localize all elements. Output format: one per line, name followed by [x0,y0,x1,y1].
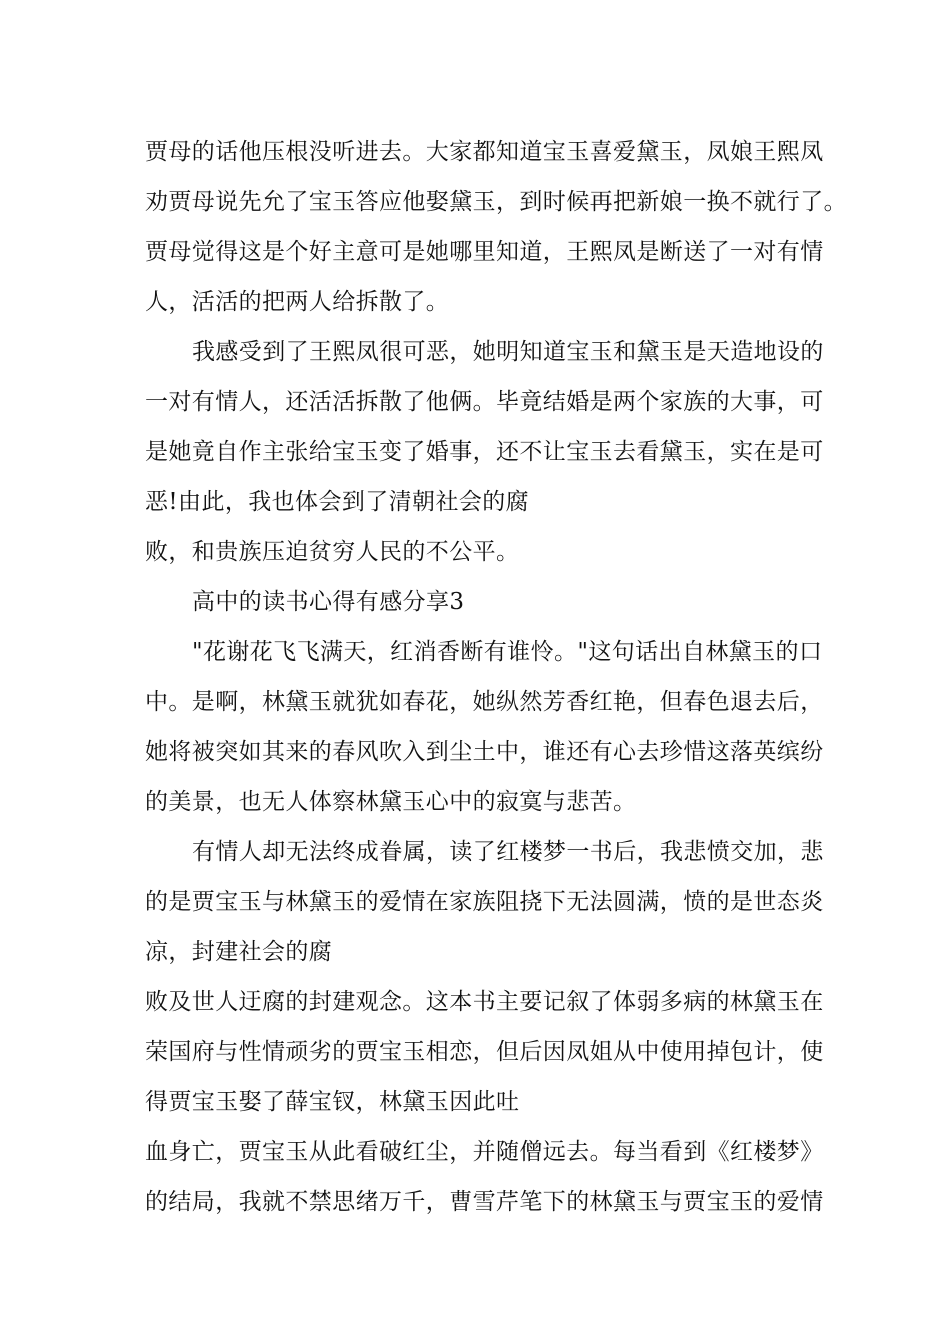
text-line: 人，活活的把两人给拆散了。 [145,289,450,315]
text-line: 劝贾母说先允了宝玉答应他娶黛玉，到时候再把新娘一换不就行了。 [145,189,847,215]
text-line: 一对有情人，还活活拆散了他俩。毕竟结婚是两个家族的大事，可 [145,389,824,415]
text-line: 荣国府与性情顽劣的贾宝玉相恋，但后因凤姐从中使用掉包计，使 [145,1039,824,1065]
text-line: 凉，封建社会的腐 [145,939,333,965]
section-heading: 高中的读书心得有感分享3 [192,589,465,615]
text-line: 败及世人迂腐的封建观念。这本书主要记叙了体弱多病的林黛玉在 [145,989,824,1015]
text-line: 中。是啊，林黛玉就犹如春花，她纵然芳香红艳，但春色退去后， [145,689,824,715]
text-line: 的是贾宝玉与林黛玉的爱情在家族阻挠下无法圆满，愤的是世态炎 [145,889,824,915]
text-line: 的结局，我就不禁思绪万千，曹雪芹笔下的林黛玉与贾宝玉的爱情 [145,1189,824,1215]
text-line: 得贾宝玉娶了薛宝钗，林黛玉因此吐 [145,1089,520,1115]
text-line: 贾母觉得这是个好主意可是她哪里知道，王熙凤是断送了一对有情 [145,239,824,265]
paragraph-first-line: "花谢花飞飞满天，红消香断有谁怜。"这句话出自林黛玉的口 [192,639,823,665]
text-line: 贾母的话他压根没听进去。大家都知道宝玉喜爱黛玉，凤娘王熙凤 [145,139,824,165]
text-line: 是她竟自作主张给宝玉变了婚事，还不让宝玉去看黛玉，实在是可 [145,439,824,465]
text-line: 血身亡，贾宝玉从此看破红尘，并随僧远去。每当看到《红楼梦》 [145,1139,824,1165]
paragraph-first-line: 我感受到了王熙凤很可恶，她明知道宝玉和黛玉是天造地设的 [192,339,824,365]
text-line: 败，和贵族压迫贫穷人民的不公平。 [145,539,520,565]
paragraph-first-line: 有情人却无法终成眷属，读了红楼梦一书后，我悲愤交加，悲 [192,839,824,865]
text-line: 恶!由此，我也体会到了清朝社会的腐 [145,489,530,515]
text-line: 的美景，也无人体察林黛玉心中的寂寞与悲苦。 [145,789,637,815]
text-line: 她将被突如其来的春风吹入到尘土中，谁还有心去珍惜这落英缤纷 [145,739,824,765]
